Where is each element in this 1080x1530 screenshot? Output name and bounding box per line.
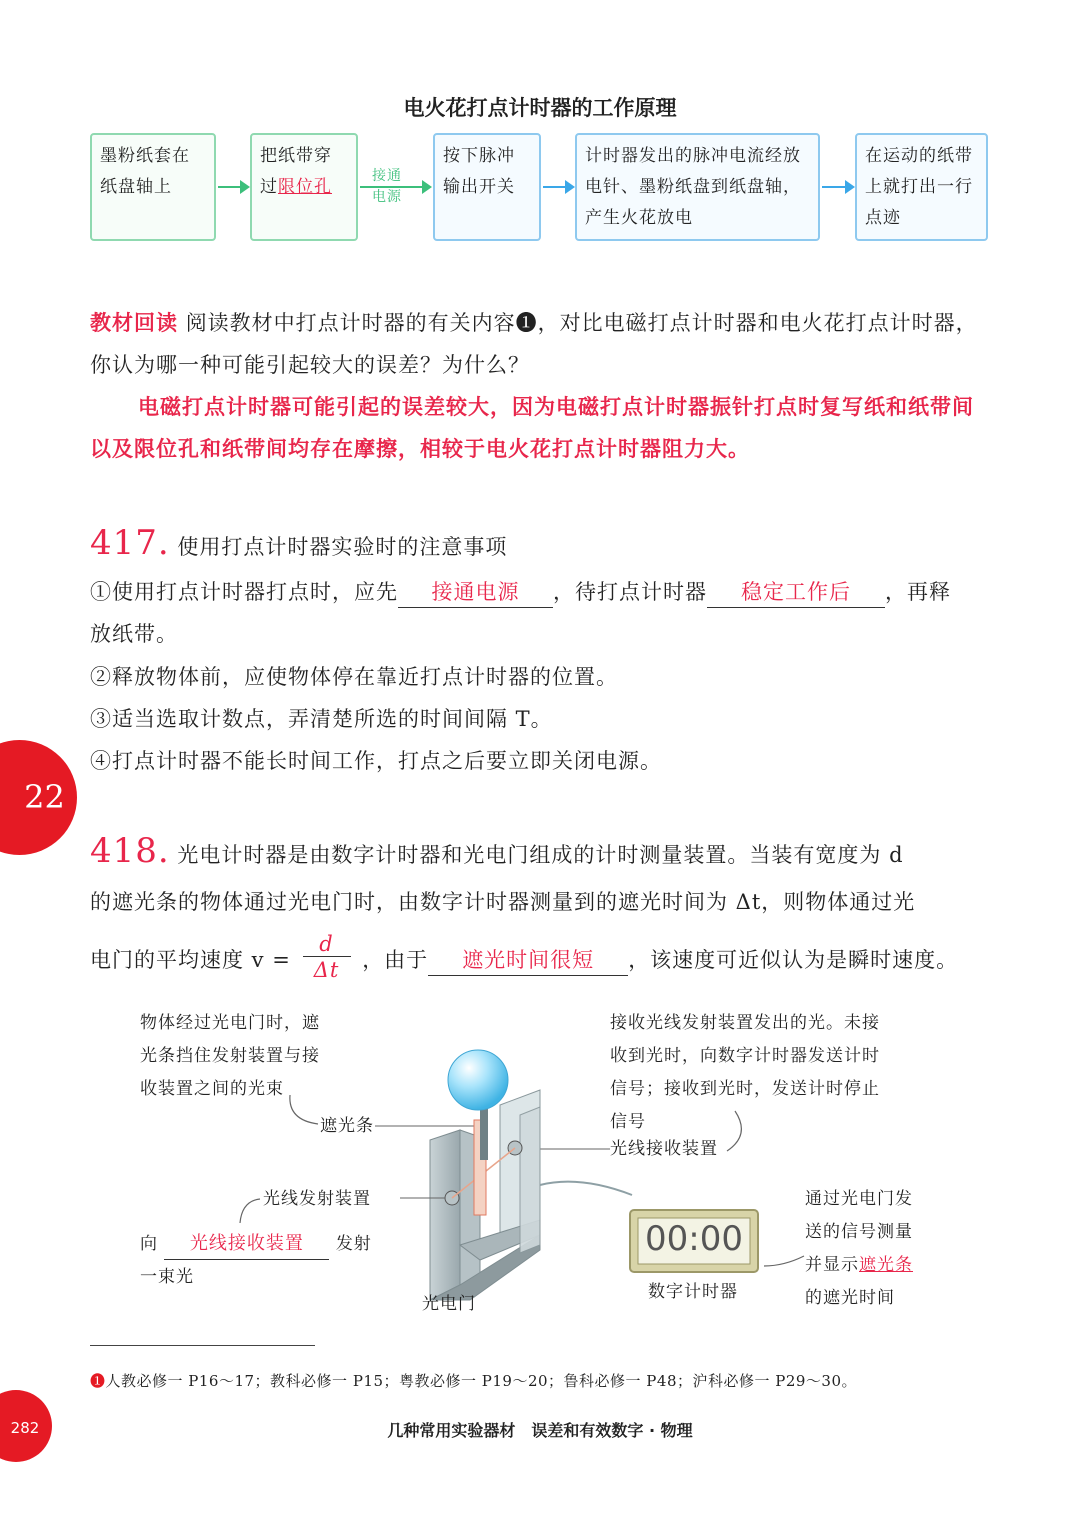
flow-step-3-text: 按下脉冲输出开关	[443, 146, 515, 197]
flow-step-5-text: 在运动的纸带上就打出一行点迹	[865, 146, 973, 228]
emit-blank: 光线接收装置	[164, 1229, 329, 1260]
q417-item-4: ④打点计时器不能长时间工作，打点之后要立即关闭电源。	[90, 749, 662, 773]
q417-blank-2: 稳定工作后	[707, 577, 885, 608]
label-shade-strip: 遮光条	[320, 1116, 374, 1136]
emit-note-suffix: 发射	[335, 1234, 372, 1254]
label-digital-timer: 数字计时器	[648, 1282, 738, 1302]
label-emitter: 光线发射装置	[263, 1189, 371, 1209]
emit-note-prefix: 向	[140, 1234, 158, 1254]
q418-fraction	[303, 932, 351, 983]
q417-item-1-part-d: 放纸带。	[90, 622, 178, 646]
q418-number: 418.	[90, 831, 170, 871]
q418-line-3-part-c: ，该速度可近似认为是瞬时速度。	[628, 948, 959, 972]
page-footer: 几种常用实验器材 误差和有效数字 · 物理	[387, 1421, 693, 1440]
diagram-note-timer	[805, 1183, 955, 1315]
label-photogate: 光电门	[422, 1294, 476, 1314]
flow-arrow-2	[360, 186, 430, 188]
footnote	[90, 1370, 857, 1391]
q417-heading	[90, 522, 990, 568]
emit-note	[140, 1228, 400, 1294]
diagram-note-left-line-3: 收装置之间的光束	[140, 1079, 284, 1099]
diagram-note-timer-line-4: 的遮光时间	[805, 1288, 895, 1308]
q418-frac-denominator: Δt	[313, 958, 340, 982]
flow-step-1	[90, 133, 216, 241]
flow-step-2-text: 把纸带穿过	[260, 146, 332, 197]
q417-title: 使用打点计时器实验时的注意事项	[177, 535, 508, 559]
flow-arrow-3	[543, 186, 573, 188]
diagram-note-left-line-1: 物体经过光电门时，遮	[140, 1013, 320, 1033]
q418-line-3	[90, 932, 990, 987]
q418-blank: 遮光时间很短	[428, 945, 628, 976]
emit-note-line-2: 一束光	[140, 1267, 194, 1287]
flow-step-2	[250, 133, 358, 241]
diagram-note-right-line-4: 信号	[610, 1112, 646, 1132]
diagram-note-right-line-2: 收到光时，向数字计时器发送计时	[610, 1046, 880, 1066]
flow-arrow-4	[822, 186, 853, 188]
flow-connector-label: 接通电源	[372, 168, 402, 205]
diagram-note-timer-line-1: 通过光电门发	[805, 1189, 913, 1209]
review-tag: 教材回读	[90, 311, 178, 335]
q417-item-1-part-c: ，再释	[885, 580, 951, 604]
diagram-note-right-line-3: 信号；接收到光时，发送计时停止	[610, 1079, 880, 1099]
diagram-note-right-line-1: 接收光线发射装置发出的光。未接	[610, 1013, 880, 1033]
timer-display: 00:00	[645, 1219, 743, 1259]
q418-frac-numerator: d	[303, 932, 351, 957]
q418-line-1-text: 光电计时器是由数字计时器和光电门组成的计时测量装置。当装有宽度为 d	[177, 843, 904, 867]
section-badge: 22	[0, 740, 77, 855]
flow-step-1-text: 墨粉纸套在纸盘轴上	[100, 146, 190, 197]
footnote-text: 人教必修一 P16～17；教科必修一 P15；粤教必修一 P19～20；鲁科必修一 P48；沪科必修一 P29～30。	[105, 1372, 858, 1390]
flowchart-title: 电火花打点计时器的工作原理	[403, 96, 677, 120]
review-question-text: 阅读教材中打点计时器的有关内容❶，对比电磁打点计时器和电火花打点计时器，你认为哪一种可能引起较大的误差？为什么？	[90, 311, 978, 377]
page-number: 282	[0, 1390, 52, 1462]
flow-step-4	[575, 133, 820, 241]
flow-arrow-1	[218, 186, 248, 188]
q418-line-3-part-a: 电门的平均速度 v =	[90, 948, 291, 972]
flow-step-2-emph: 限位孔	[278, 177, 332, 197]
timer-leader	[760, 1248, 808, 1272]
diagram-note-timer-line-3	[805, 1249, 955, 1282]
q418-line-3-part-b: ，由于	[362, 948, 429, 972]
q418-line-2: 的遮光条的物体通过光电门时，由数字计时器测量到的遮光时间为 Δt，则物体通过光	[90, 890, 916, 914]
q417-item-3: ③适当选取计数点，弄清楚所选的时间间隔 T。	[90, 707, 553, 731]
flow-step-4-text: 计时器发出的脉冲电流经放电针、墨粉纸盘到纸盘轴，产生火花放电	[585, 146, 801, 228]
note-timer-emph: 遮光条	[859, 1255, 913, 1275]
label-receiver: 光线接收装置	[610, 1139, 718, 1159]
q417-item-1-part-b: ，待打点计时器	[553, 580, 707, 604]
q417-item-1	[90, 571, 990, 655]
photogate-illustration	[400, 1045, 820, 1315]
emitter-curve	[230, 1193, 270, 1229]
review-answer: 电磁打点计时器可能引起的误差较大，因为电磁打点计时器振针打点时复写纸和纸带间以及限位孔和纸带间均存在摩擦，相较于电火花打点计时器阻力大。	[90, 394, 974, 461]
flow-step-5	[855, 133, 988, 241]
q417-item-2: ②释放物体前，应使物体停在靠近打点计时器的位置。	[90, 665, 618, 689]
flow-step-3	[433, 133, 541, 241]
q417-number: 417.	[90, 523, 170, 563]
review-question	[90, 302, 990, 386]
diagram-note-left-line-2: 光条挡住发射装置与接	[140, 1046, 320, 1066]
q417-blank-1: 接通电源	[398, 577, 553, 608]
note-timer-prefix: 并显示	[805, 1255, 859, 1275]
footnote-marker: ❶	[90, 1372, 106, 1390]
q417-item-1-part-a: ①使用打点计时器打点时，应先	[90, 580, 398, 604]
diagram-note-timer-line-2: 送的信号测量	[805, 1222, 913, 1242]
q418-line-1	[90, 830, 990, 876]
footnote-divider	[90, 1345, 315, 1346]
